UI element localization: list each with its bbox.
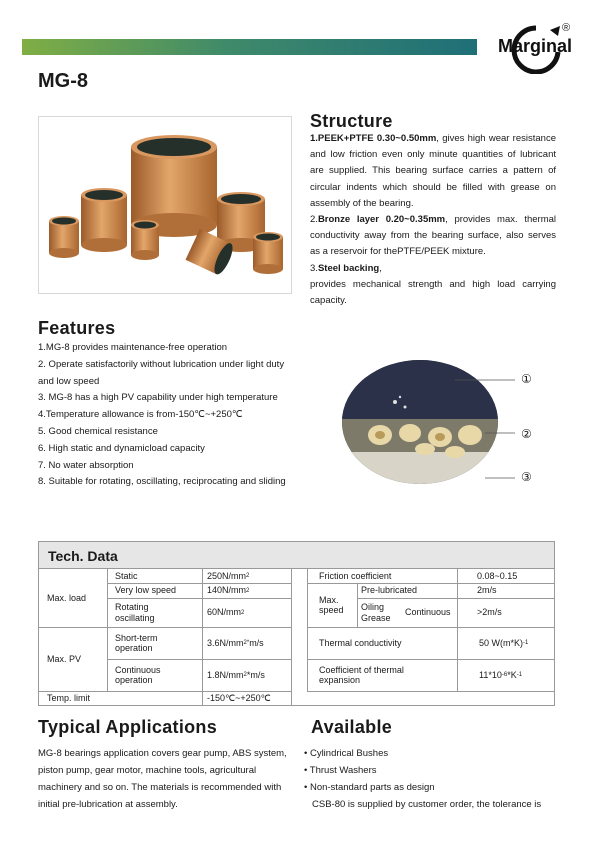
- static-value: 250N/mm 2: [207, 570, 250, 581]
- available-item: CSB-80 is supplied by customer order, the tolerance is: [312, 799, 542, 810]
- feature-item: and low speed: [38, 375, 100, 387]
- static-label: Static: [115, 570, 138, 581]
- very-low-speed-value: 140N/mm 2: [207, 585, 250, 596]
- steel-comma: ,: [379, 262, 382, 274]
- continuous-speed-label: Continuous: [405, 607, 451, 618]
- thermal-conductivity-label: Thermal conductivity: [319, 637, 402, 648]
- registered-mark: ®: [562, 22, 571, 34]
- feature-item: 1.MG-8 provides maintenance-free operation: [38, 342, 228, 353]
- pre-lubricated-value: 2m/s: [477, 585, 497, 596]
- thermal-expansion-label: Coefficient of thermal expansion: [319, 664, 404, 685]
- rotating-value: 60N/mm 2: [207, 607, 245, 618]
- brand-name: Marginal: [498, 36, 573, 56]
- applications-text: MG-8 bearings application covers gear pump, ABS system, piston pump, gear motor, machine tools, agricultural machinery and so on. The materials is recommended with initial pre-lubrication at assembly.: [38, 748, 287, 810]
- feature-item: 7. No water absorption: [38, 459, 134, 471]
- brand-logo: [490, 22, 582, 74]
- max-speed-label: Max. speed: [319, 594, 344, 615]
- model-title: MG-8: [38, 70, 88, 92]
- applications-heading: Typical Applications: [38, 717, 218, 737]
- bronze-layer-desc: , provides max. thermal conductivity away from the bearing surface, also serves as a reservoir for thePTFE/PEEK mixture.: [310, 214, 556, 258]
- structure-heading: Structure: [310, 111, 393, 131]
- available-item: • Cylindrical Bushes: [304, 748, 389, 759]
- very-low-speed-label: Very low speed: [115, 585, 177, 596]
- feature-item: 3. MG-8 has a high PV capability under high temperature: [38, 392, 278, 404]
- friction-label: Friction coefficient: [319, 570, 392, 581]
- short-term-value: 3.6N/mm 2* m/s: [207, 637, 264, 648]
- feature-item: 8. Suitable for rotating, oscillating, reciprocating and sliding: [38, 476, 286, 488]
- oiling-grease-label: Oiling Grease: [361, 602, 391, 623]
- peek-layer-label: 1.PEEK+PTFE 0.30~0.50mm: [310, 133, 437, 144]
- feature-item: 4.Temperature allowance is from-150℃~+250℃: [38, 409, 243, 421]
- oiling-value: >2m/s: [477, 607, 502, 618]
- steel-layer-label: Steel backing: [317, 262, 380, 274]
- thermal-conductivity-value: 50 W(m*K) -1: [479, 637, 529, 648]
- tech-data-table: [38, 541, 555, 706]
- callout-1: ①: [521, 372, 532, 386]
- bronze-num: 2.: [310, 214, 318, 226]
- temp-limit-value: -150℃~+250℃: [207, 692, 271, 703]
- available-list: [304, 745, 554, 813]
- feature-item: 2. Operate satisfactorily without lubrication under light duty: [38, 358, 285, 370]
- features-heading: Features: [38, 318, 116, 338]
- micrograph-callouts: [455, 370, 535, 480]
- bearings-photo: [38, 116, 292, 294]
- friction-value: 0.08~0.15: [477, 570, 518, 581]
- feature-item: 5. Good chemical resistance: [38, 425, 158, 437]
- available-item: • Thrust Washers: [304, 765, 377, 776]
- continuous-value: 1.8N/mm 2 * m/s: [207, 669, 265, 680]
- steel-layer-desc: provides mechanical strength and high load carrying capacity.: [310, 278, 556, 307]
- max-pv-label: Max. PV: [47, 653, 82, 664]
- bronze-layer-label: Bronze layer 0.20~0.35mm: [317, 214, 446, 226]
- features-list: [38, 340, 298, 491]
- short-term-label: Short-term operation: [115, 632, 158, 653]
- header-gradient-bar: [22, 39, 477, 55]
- thermal-expansion-value: 11*10 -6 * K -1: [479, 669, 523, 680]
- continuous-label: Continuous operation: [115, 664, 161, 685]
- peek-layer-desc: , gives high wear resistance and low friction even only minute quantities of lubricant are supplied. This bearing surface carries a pattern of circular indents which should be filled with grease on assembly of the bearing.: [310, 133, 556, 209]
- max-load-label: Max. load: [47, 592, 87, 603]
- callout-3: ③: [521, 470, 532, 484]
- temp-limit-label: Temp. limit: [47, 692, 91, 703]
- available-heading: Available: [311, 717, 393, 737]
- available-item: • Non-standard parts as design: [304, 782, 435, 793]
- feature-item: 6. High static and dynamicload capacity: [38, 442, 205, 454]
- structure-text: [310, 131, 556, 309]
- steel-num: 3.: [310, 262, 318, 274]
- callout-2: ②: [521, 427, 532, 441]
- tech-data-heading: Tech. Data: [39, 542, 554, 569]
- pre-lubricated-label: Pre-lubricated: [361, 585, 418, 596]
- rotating-label: Rotating oscillating: [115, 602, 155, 623]
